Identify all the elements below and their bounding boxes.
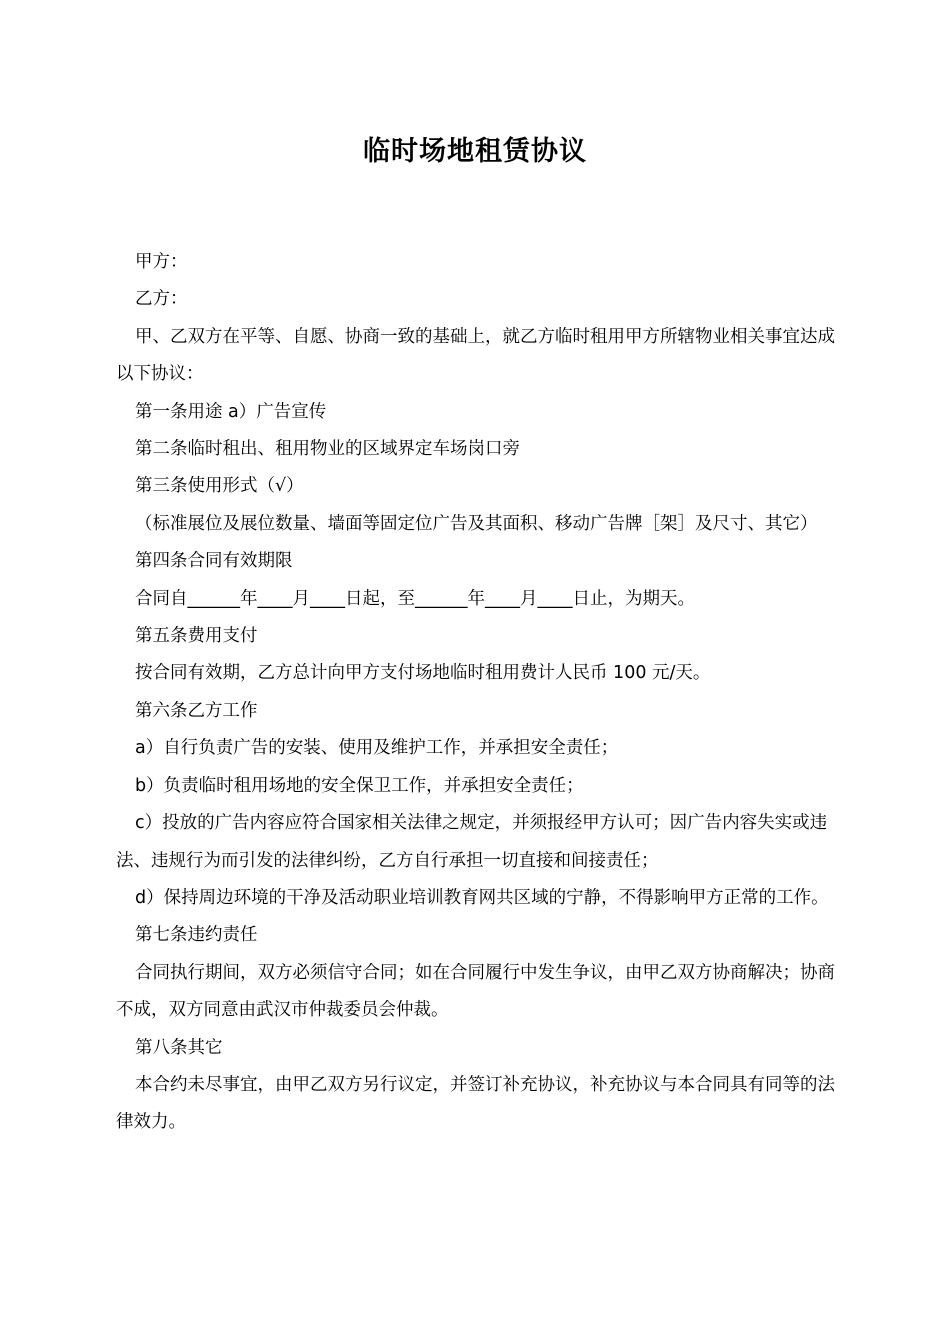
article-2: 第二条临时租出、租用物业的区域界定车场岗口旁 xyxy=(135,439,520,460)
party-a-line: 甲方： xyxy=(135,252,188,272)
document-title: 临时场地租赁协议 xyxy=(363,136,587,167)
article-6: 第六条乙方工作 xyxy=(135,700,258,721)
article-8: 第八条其它 xyxy=(135,1037,223,1058)
article-4-term: 合同自______年____月____日起，至______年____月____日止，为期天。 xyxy=(135,588,695,609)
article-6-item-c: c）投放的广告内容应符合国家相关法律之规定，并须报经甲方认可；因广告内容失实或违法、违规行为而引发的法律纠纷，乙方自行承担一切直接和间接责任； xyxy=(116,813,828,871)
party-b-line: 乙方： xyxy=(135,289,188,310)
article-6-item-b: b）负责临时租用场地的安全保卫工作，并承担安全责任； xyxy=(135,775,584,796)
article-7: 第七条违约责任 xyxy=(135,925,258,946)
article-5: 第五条费用支付 xyxy=(135,626,258,647)
document-body xyxy=(116,244,836,1142)
article-3: 第三条使用形式（√） xyxy=(135,476,304,497)
article-7-liability: 合同执行期间，双方必须信守合同；如在合同履行中发生争议，由甲乙双方协商解决；协商不成，双方同意由武汉市仲裁委员会仲裁。 xyxy=(116,962,835,1021)
preamble-paragraph: 甲、乙双方在平等、自愿、协商一致的基础上，就乙方临时租用甲方所辖物业相关事宜达成以下协议： xyxy=(116,326,835,385)
article-1: 第一条用途 a）广告宣传 xyxy=(135,401,327,422)
article-6-item-d: d）保持周边环境的干净及活动职业培训教育网共区域的宁静，不得影响甲方正常的工作。 xyxy=(135,887,829,908)
article-4: 第四条合同有效期限 xyxy=(135,551,293,572)
article-8-other: 本合约未尽事宜，由甲乙双方另行议定，并签订补充协议，补充协议与本合同具有同等的法律效力。 xyxy=(116,1074,835,1133)
article-6-item-a: a）自行负责广告的安装、使用及维护工作，并承担安全责任； xyxy=(135,738,619,759)
article-3-options: （标准展位及展位数量、墙面等固定位广告及其面积、移动广告牌［架］及尺寸、其它） xyxy=(135,513,818,534)
article-5-payment: 按合同有效期，乙方总计向甲方支付场地临时租用费计人民币 100 元/天。 xyxy=(135,663,711,684)
